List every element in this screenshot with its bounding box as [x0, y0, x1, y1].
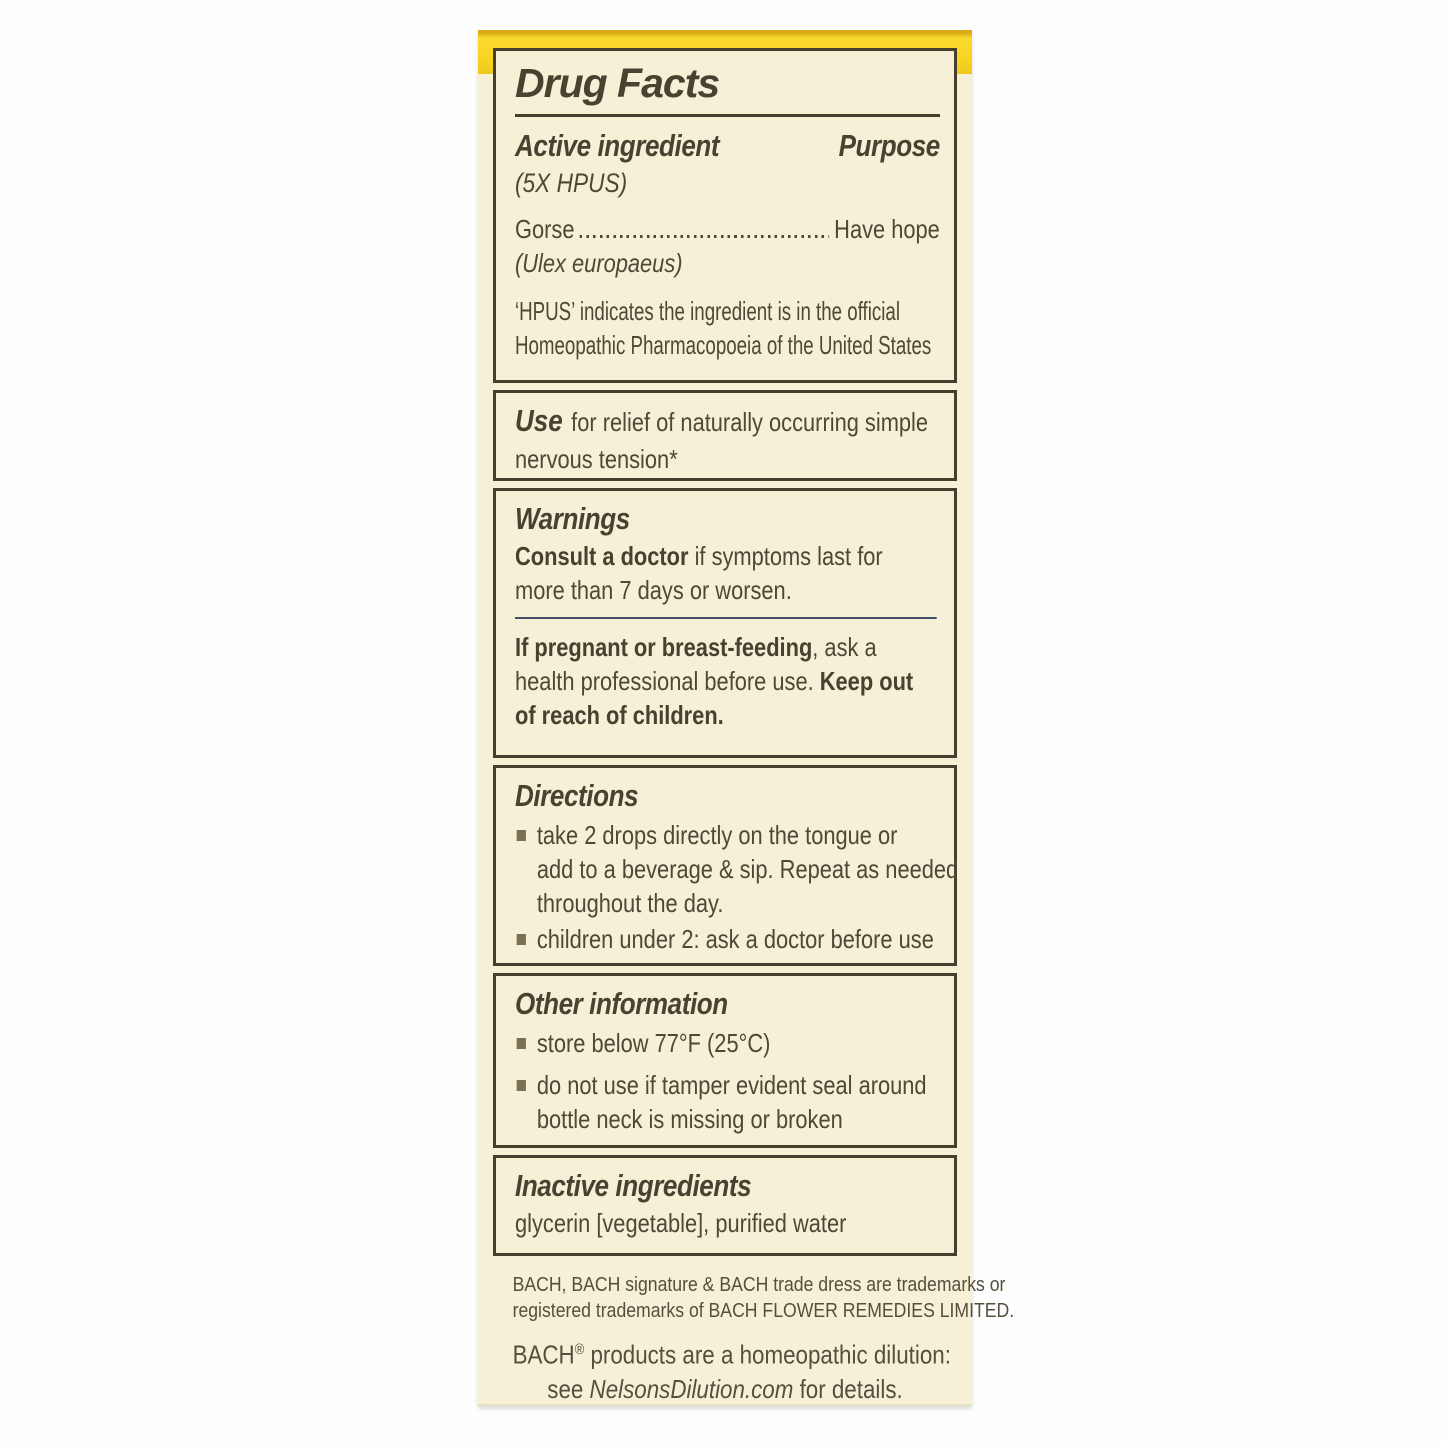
hpus-note-line: Homeopathic Pharmacopoeia of the United States — [515, 330, 932, 360]
pregnant-bold: If pregnant or breast-feeding — [515, 632, 813, 662]
trademark-line: BACH, BACH signature & BACH trade dress are trademarks or — [512, 1273, 1006, 1296]
section-warnings — [493, 488, 957, 758]
latin-name: (Ulex europaeus) — [515, 248, 683, 278]
section-inactive-ingredients — [493, 1155, 957, 1256]
warnings-divider — [515, 617, 936, 619]
warnings-consult-line1 — [515, 539, 940, 573]
bullet-square-icon — [517, 1038, 526, 1049]
section-use — [493, 390, 957, 481]
dilution-suffix: for details. — [793, 1373, 903, 1404]
other-info-bullet-2 — [515, 1068, 940, 1136]
ingredient-name: Gorse — [515, 214, 575, 244]
inactive-content — [515, 1166, 940, 1240]
other-info-bullet-2-text — [537, 1068, 927, 1136]
section-active-ingredient — [493, 48, 957, 383]
consult-doctor-bold: Consult a doctor — [515, 541, 689, 571]
ingredient-purpose-row — [515, 212, 940, 246]
dilution-website: NelsonsDilution.com — [589, 1373, 794, 1404]
section-other-information — [493, 973, 957, 1148]
warnings-pregnant-line1 — [515, 630, 940, 664]
pregnant-line2-rest: health professional before use. — [515, 666, 820, 696]
bullet-square-icon — [517, 1080, 526, 1091]
dilution-line-1 — [512, 1333, 951, 1372]
other-info-bullet-1 — [515, 1026, 940, 1060]
dilution-line-2 — [513, 1372, 938, 1406]
hpus-note-line: ‘HPUS’ indicates the ingredient is in the official — [515, 296, 901, 326]
other-info-line: store below 77°F (25°C) — [536, 1028, 771, 1058]
use-heading: Use — [515, 403, 563, 438]
use-text — [515, 401, 940, 476]
title-rule — [515, 114, 940, 117]
bach-brand: BACH — [512, 1339, 575, 1370]
product-label-panel — [478, 30, 1015, 1406]
directions-heading: Directions — [515, 778, 639, 813]
warnings-consult-line2: more than 7 days or worsen. — [515, 575, 792, 605]
purpose-value: Have hope — [834, 214, 940, 244]
section-directions — [493, 765, 957, 966]
pregnant-rest: , ask a — [812, 632, 877, 662]
bullet-square-icon — [517, 934, 526, 945]
dilution-see: see — [547, 1373, 590, 1404]
warnings-pregnant-line2 — [515, 664, 940, 698]
directions-line: throughout the day. — [536, 888, 724, 918]
other-info-line: do not use if tamper evident seal around — [536, 1070, 927, 1100]
warnings-pregnant-line3: of reach of children. — [515, 700, 724, 730]
active-ingredient-heading: Active ingredient — [515, 128, 720, 163]
registered-mark-icon: ® — [574, 1341, 585, 1358]
inactive-ingredients-heading: Inactive ingredients — [515, 1168, 752, 1203]
warnings-content — [515, 499, 940, 732]
other-info-line: bottle neck is missing or broken — [536, 1104, 843, 1134]
directions-bullet-2 — [515, 922, 940, 956]
directions-bullet-1 — [515, 818, 959, 920]
use-line — [515, 401, 940, 442]
hpus-note — [515, 294, 937, 362]
strength-label: (5X HPUS) — [515, 168, 628, 198]
directions-line: add to a beverage & sip. Repeat as needed — [536, 854, 959, 884]
directions-bullet-2-text — [537, 922, 934, 956]
bullet-square-icon — [517, 830, 526, 841]
dotted-leader — [580, 235, 830, 238]
directions-bullet-1-text — [537, 818, 958, 920]
keep-out-bold: Keep out — [819, 666, 914, 696]
label-footer — [512, 1272, 1015, 1406]
dilution-note — [512, 1333, 951, 1406]
directions-content — [515, 776, 959, 956]
inactive-ingredients-text: glycerin [vegetable], purified water — [515, 1208, 847, 1238]
other-information-heading: Other information — [515, 986, 728, 1021]
warnings-heading: Warnings — [515, 501, 630, 536]
trademark-line: registered trademarks of BACH FLOWER REMEDIES LIMITED. — [512, 1299, 1015, 1322]
use-text-line2: nervous tension* — [515, 444, 678, 474]
consult-doctor-rest: if symptoms last for — [688, 541, 883, 571]
other-info-content — [515, 984, 940, 1136]
drug-facts-boxes — [493, 30, 957, 1256]
directions-line: take 2 drops directly on the tongue or — [536, 820, 898, 850]
purpose-heading: Purpose — [838, 128, 940, 163]
use-text-line1: for relief of naturally occurring simple — [571, 407, 929, 437]
drug-facts-title: Drug Facts — [515, 60, 720, 106]
dilution-rest: products are a homeopathic dilution: — [584, 1339, 951, 1370]
other-info-bullet-1-text — [537, 1026, 771, 1060]
active-purpose-heading-row — [515, 126, 940, 166]
directions-line: children under 2: ask a doctor before use — [536, 924, 934, 954]
